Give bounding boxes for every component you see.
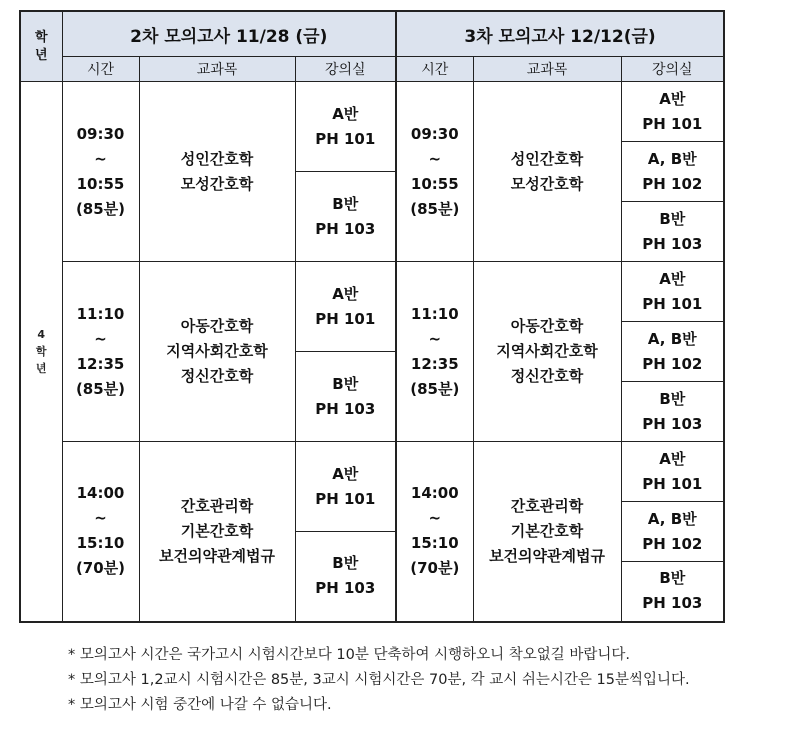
exam2-room-cell <box>295 352 396 442</box>
time-line: 15:10 <box>410 534 459 553</box>
room-line: B반 <box>659 209 686 228</box>
room-line: PH 101 <box>642 294 703 313</box>
exam2-room-cell <box>295 532 396 622</box>
room-line: PH 102 <box>642 534 703 553</box>
room-line: PH 101 <box>642 114 703 133</box>
subject-line: 지역사회간호학 <box>166 342 268 360</box>
time-line: 10:55 <box>410 174 459 193</box>
exam3-room-cell <box>621 562 724 622</box>
time-line: ~ <box>428 149 442 168</box>
exam2-time-cell <box>62 442 139 622</box>
time-line: 12:35 <box>76 354 125 373</box>
room-line: PH 101 <box>642 474 703 493</box>
time-line: 14:00 <box>76 484 125 503</box>
time-line: (70분) <box>75 559 126 578</box>
time-line: ~ <box>428 509 442 528</box>
subject-line: 기본간호학 <box>180 521 254 540</box>
exam3-time-cell <box>396 82 473 262</box>
exam-schedule-table <box>19 10 725 623</box>
room-line: PH 103 <box>642 594 703 613</box>
exam3-col-time: 시간 <box>396 57 473 82</box>
time-line: 15:10 <box>76 534 125 553</box>
time-line: (85분) <box>410 199 460 218</box>
exam2-subject-cell <box>139 442 295 622</box>
grade-header-line: 년 <box>34 47 48 63</box>
time-line: ~ <box>94 149 107 168</box>
subject-line: 정신간호학 <box>180 367 254 385</box>
room-line: PH 103 <box>315 579 376 598</box>
time-line: (70분) <box>410 559 460 578</box>
room-line: PH 102 <box>642 354 703 373</box>
grade-value-cell <box>20 82 62 622</box>
time-line: 11:10 <box>410 304 459 323</box>
exam3-room-cell <box>621 142 724 202</box>
exam2-col-room: 강의실 <box>295 57 396 82</box>
exam3-room-cell <box>621 442 724 502</box>
room-line: PH 103 <box>315 399 376 418</box>
note-item: * 모의고사 시험 중간에 나갈 수 없습니다. <box>68 697 332 713</box>
exam3-time-cell <box>396 442 473 622</box>
exam2-room-cell <box>295 82 396 172</box>
exam3-room-cell <box>621 262 724 322</box>
exam3-col-room: 강의실 <box>621 57 724 82</box>
time-line: 14:00 <box>410 484 459 503</box>
room-line: B반 <box>659 569 686 588</box>
room-line: PH 101 <box>315 129 376 148</box>
room-line: A반 <box>659 269 686 288</box>
room-line: A반 <box>332 464 359 483</box>
grade-header-line: 학 <box>34 29 48 45</box>
subject-line: 정신간호학 <box>510 367 584 385</box>
subject-line: 성인간호학 <box>510 149 584 168</box>
subject-line: 모성간호학 <box>510 174 584 193</box>
exam3-subject-cell <box>473 262 621 442</box>
room-line: PH 101 <box>315 309 376 328</box>
exam3-time-cell <box>396 262 473 442</box>
room-line: B반 <box>332 554 359 573</box>
subject-line: 성인간호학 <box>180 149 254 168</box>
room-line: B반 <box>659 389 686 408</box>
exam3-room-cell <box>621 382 724 442</box>
time-line: (85분) <box>410 379 460 398</box>
room-line: B반 <box>332 374 359 393</box>
exam3-room-cell <box>621 82 724 142</box>
subject-line: 간호관리학 <box>510 496 584 515</box>
note-item: * 모의고사 시간은 국가고시 시험시간보다 10분 단축하여 시행하오니 착오없길 바랍니다. <box>68 647 631 663</box>
subject-line: 모성간호학 <box>180 174 254 193</box>
exam3-room-cell <box>621 502 724 562</box>
exam3-subject-cell <box>473 82 621 262</box>
room-line: PH 103 <box>315 219 376 238</box>
subject-line: 보건의약관계법규 <box>159 546 275 565</box>
exam3-col-subject: 교과목 <box>473 57 621 82</box>
room-line: A, B반 <box>647 149 697 168</box>
time-line: 09:30 <box>76 124 125 143</box>
grade-value-line: 학 <box>35 344 47 358</box>
grade-value-line: 4 <box>37 327 46 341</box>
time-line: 12:35 <box>410 354 459 373</box>
subject-line: 기본간호학 <box>510 521 584 540</box>
exam3-room-cell <box>621 322 724 382</box>
exam3-subject-cell <box>473 442 621 622</box>
notes-list <box>68 643 690 718</box>
room-line: PH 103 <box>642 414 703 433</box>
exam3-room-cell <box>621 202 724 262</box>
subject-line: 간호관리학 <box>180 496 254 515</box>
exam2-col-subject: 교과목 <box>139 57 295 82</box>
time-line: 11:10 <box>76 304 125 323</box>
grade-header-cell <box>20 11 62 82</box>
exam2-room-cell <box>295 442 396 532</box>
exam2-subject-cell <box>139 262 295 442</box>
room-line: A반 <box>659 89 686 108</box>
room-line: A반 <box>332 284 359 303</box>
time-line: ~ <box>94 509 107 528</box>
subject-line: 아동간호학 <box>180 317 254 335</box>
subject-line: 아동간호학 <box>510 317 584 335</box>
subject-line: 지역사회간호학 <box>496 342 598 360</box>
note-item: * 모의고사 1,2교시 시험시간은 85분, 3교시 시험시간은 70분, 각 교시 쉬는시간은 15분씩입니다. <box>68 672 690 688</box>
room-line: A, B반 <box>647 509 697 528</box>
room-line: B반 <box>332 194 359 213</box>
time-line: ~ <box>94 329 107 348</box>
time-line: (85분) <box>75 199 126 218</box>
exam2-time-cell <box>62 82 139 262</box>
room-line: PH 102 <box>642 174 703 193</box>
room-line: PH 101 <box>315 489 376 508</box>
time-line: 10:55 <box>76 174 125 193</box>
room-line: PH 103 <box>642 234 703 253</box>
time-line: (85분) <box>75 379 126 398</box>
exam2-room-cell <box>295 172 396 262</box>
subject-line: 보건의약관계법규 <box>489 546 605 565</box>
room-line: A반 <box>659 449 686 468</box>
room-line: A반 <box>332 104 359 123</box>
exam2-time-cell <box>62 262 139 442</box>
exam3-title: 3차 모의고사 12/12(금) <box>396 11 724 57</box>
time-line: ~ <box>428 329 442 348</box>
exam2-col-time: 시간 <box>62 57 139 82</box>
exam2-title: 2차 모의고사 11/28 (금) <box>62 11 396 57</box>
time-line: 09:30 <box>410 124 459 143</box>
grade-value-line: 년 <box>35 361 47 375</box>
room-line: A, B반 <box>647 329 697 348</box>
exam2-room-cell <box>295 262 396 352</box>
exam2-subject-cell <box>139 82 295 262</box>
